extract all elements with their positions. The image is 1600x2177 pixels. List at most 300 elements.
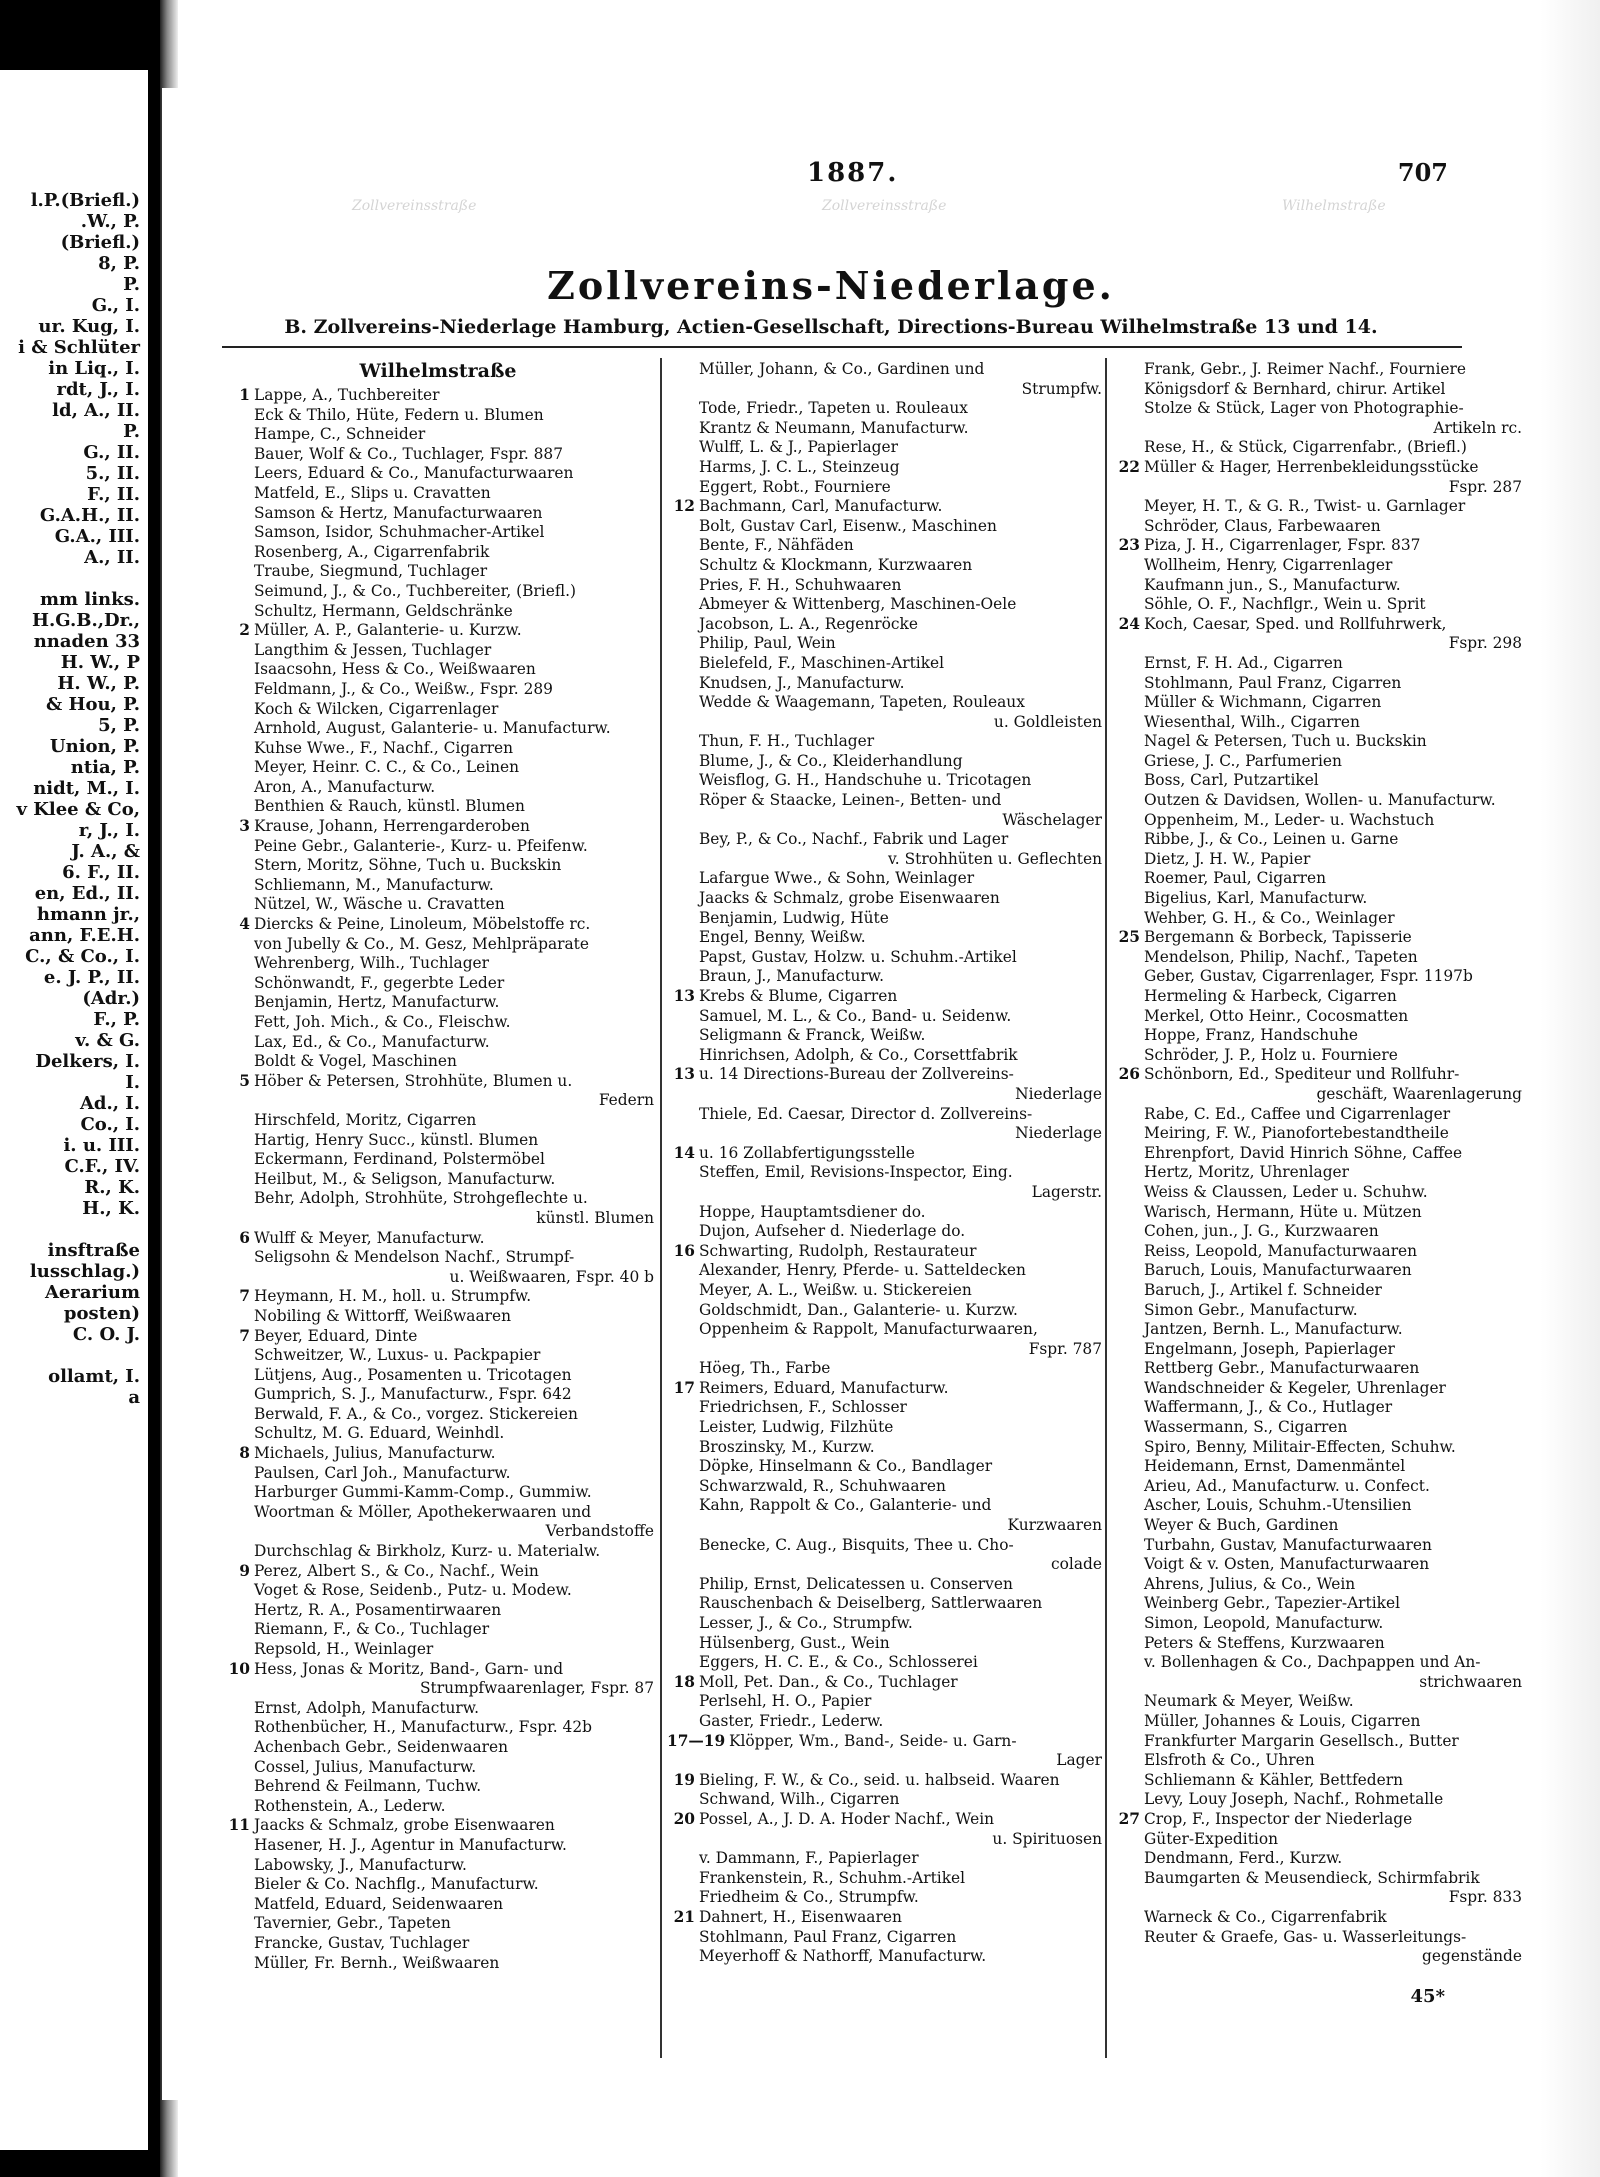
directory-entry [667, 1007, 1102, 1027]
directory-entry [667, 1908, 1102, 1928]
fragment-line: F., P. [93, 1009, 140, 1030]
directory-entry [667, 1536, 1102, 1556]
directory-entry [222, 641, 654, 661]
entry-text: v. Strohhüten u. Geflechten [887, 849, 1102, 868]
entry-text: Bachmann, Carl, Manufacturw. [699, 497, 943, 516]
directory-entry [667, 850, 1102, 870]
directory-entry [1112, 1614, 1522, 1634]
entry-text: Müller & Wichmann, Cigarren [1144, 693, 1382, 712]
entry-text: Lappe, A., Tuchbereiter [254, 386, 440, 404]
directory-entry [667, 1163, 1102, 1183]
fragment-line: P. [123, 421, 140, 442]
fragment-line: 6. F., II. [62, 862, 140, 883]
entry-text: Traube, Siegmund, Tuchlager [254, 562, 488, 581]
directory-entry [1112, 1026, 1522, 1046]
fragment-line: Delkers, I. [35, 1051, 140, 1072]
entry-text: Frank, Gebr., J. Reimer Nachf., Fourniere [1144, 360, 1466, 378]
house-number: 17 [673, 1378, 695, 1397]
entry-text: Braun, J., Manufacturw. [699, 967, 885, 986]
directory-entry [1112, 1594, 1522, 1614]
entry-text: Jacobson, L. A., Regenröcke [699, 614, 918, 633]
directory-entry [1112, 1007, 1522, 1027]
fragment-line: C. O. J. [72, 1324, 140, 1345]
page-right-edge [1540, 0, 1600, 2177]
entry-text: Alexander, Henry, Pferde- u. Satteldecken [699, 1261, 1026, 1280]
fragment-line: A., II. [84, 547, 140, 568]
entry-text: Schultz & Klockmann, Kurzwaaren [699, 555, 973, 574]
entry-text: Seligmann & Franck, Weißw. [699, 1026, 926, 1045]
entry-text: Nobiling & Wittorff, Weißwaaren [254, 1306, 512, 1325]
fragment-line: rdt, J., I. [56, 379, 140, 400]
directory-entry [222, 1601, 654, 1621]
directory-entry [1112, 987, 1522, 1007]
directory-entry [667, 869, 1102, 889]
fragment-line: G.A., III. [54, 526, 140, 547]
entry-text: Thiele, Ed. Caesar, Director d. Zollvereins- [699, 1104, 1033, 1123]
directory-entry [222, 1483, 654, 1503]
directory-entry [222, 1052, 654, 1072]
directory-entry [1112, 674, 1522, 694]
directory-entry [1112, 948, 1522, 968]
entry-text: Klöpper, Wm., Band-, Seide- u. Garn- [729, 1731, 1017, 1750]
fragment-line: 5, P. [98, 715, 140, 736]
entry-text: Niederlage [1015, 1124, 1102, 1143]
directory-entry [222, 1405, 654, 1425]
entry-text: Perlsehl, H. O., Papier [699, 1692, 872, 1711]
entry-text: Ernst, F. H. Ad., Cigarren [1144, 653, 1343, 672]
directory-entry [1112, 1947, 1522, 1967]
entry-text: Oppenheim, M., Leder- u. Wachstuch [1144, 810, 1435, 829]
fragment-line: J. A., & [71, 841, 140, 862]
directory-entry [1112, 1183, 1522, 1203]
directory-entry [222, 876, 654, 896]
directory-entry [667, 1046, 1102, 1066]
entry-text: Wollheim, Henry, Cigarrenlager [1144, 555, 1393, 574]
directory-entry [1112, 419, 1522, 439]
directory-entry [1112, 928, 1522, 948]
directory-entry [222, 915, 654, 935]
directory-entry [1112, 360, 1522, 380]
entry-text: Gaster, Friedr., Lederw. [699, 1711, 884, 1730]
entry-text: Pries, F. H., Schuhwaaren [699, 575, 902, 594]
fragment-line: ann, F.E.H. [29, 925, 140, 946]
entry-text: Hertz, R. A., Posamentirwaaren [254, 1600, 502, 1619]
entry-text: Eckermann, Ferdinand, Polstermöbel [254, 1150, 545, 1169]
directory-entry [1112, 1418, 1522, 1438]
entry-text: Philip, Ernst, Delicatessen u. Conserven [699, 1574, 1013, 1593]
directory-entry [667, 713, 1102, 733]
directory-entry [667, 1653, 1102, 1673]
fragment-line: P. [123, 274, 140, 295]
directory-entry [222, 1542, 654, 1562]
entry-text: Benjamin, Hertz, Manufacturw. [254, 993, 500, 1012]
directory-entry [667, 1928, 1102, 1948]
directory-entry [667, 1888, 1102, 1908]
directory-entry [222, 1875, 654, 1895]
entry-text: Oppenheim & Rappolt, Manufacturwaaren, [699, 1320, 1038, 1339]
entry-text: Hampe, C., Schneider [254, 425, 426, 444]
fragment-line: H., K. [82, 1198, 140, 1219]
directory-entry [222, 523, 654, 543]
directory-page [162, 88, 1522, 2100]
entry-text: Reimers, Eduard, Manufacturw. [699, 1378, 949, 1397]
entry-text: Samson & Hertz, Manufacturwaaren [254, 503, 543, 522]
directory-entry [222, 1131, 654, 1151]
directory-entry [222, 1307, 654, 1327]
entry-text: Levy, Louy Joseph, Nachf., Rohmetalle [1144, 1790, 1444, 1809]
fragment-line: hmann jr., [36, 904, 140, 925]
directory-entry [1112, 713, 1522, 733]
house-number: 13 [673, 987, 695, 1005]
entry-text: Benjamin, Ludwig, Hüte [699, 908, 889, 927]
directory-entry [667, 791, 1102, 811]
directory-entry [222, 1522, 654, 1542]
entry-text: Papst, Gustav, Holzw. u. Schuhm.-Artikel [699, 947, 1017, 966]
year-heading: 1887. [807, 158, 899, 188]
directory-entry [667, 948, 1102, 968]
entry-text: Eggert, Robt., Fourniere [699, 477, 891, 496]
fragment-line: R., K. [84, 1177, 140, 1198]
entry-text: v. Dammann, F., Papierlager [699, 1849, 919, 1868]
directory-entry [222, 1738, 654, 1758]
fragment-line: en, Ed., II. [34, 883, 140, 904]
entry-text: Stohlmann, Paul Franz, Cigarren [1144, 673, 1402, 692]
entry-text: Schönborn, Ed., Spediteur und Rollfuhr- [1144, 1065, 1460, 1084]
directory-entry [667, 1594, 1102, 1614]
entry-text: Dendmann, Ferd., Kurzw. [1144, 1849, 1343, 1868]
entry-text: Heymann, H. M., holl. u. Strumpfw. [254, 1287, 532, 1306]
directory-entry [667, 1105, 1102, 1125]
directory-entry [1112, 1438, 1522, 1458]
directory-entry [222, 660, 654, 680]
directory-entry [222, 1346, 654, 1366]
column-1 [222, 360, 654, 2060]
directory-entry [667, 674, 1102, 694]
directory-entry [222, 1464, 654, 1484]
entry-text: Meyer, H. T., & G. R., Twist- u. Garnlager [1144, 497, 1466, 516]
fragment-line: (Adr.) [82, 988, 140, 1009]
house-number: 8 [239, 1444, 250, 1463]
entry-text: Lagerstr. [1031, 1182, 1102, 1201]
entry-text: Jaacks & Schmalz, grobe Eisenwaaren [699, 889, 1000, 908]
directory-entry [222, 1620, 654, 1640]
entry-text: Blume, J., & Co., Kleiderhandlung [699, 751, 963, 770]
directory-entry [222, 1562, 654, 1582]
fragment-line: Co., I. [80, 1114, 140, 1135]
directory-entry [1112, 1359, 1522, 1379]
directory-entry [1112, 1810, 1522, 1830]
directory-entry [1112, 1379, 1522, 1399]
entry-text: Meyer, A. L., Weißw. u. Stickereien [699, 1280, 972, 1299]
directory-entry [222, 935, 654, 955]
entry-text: Rosenberg, A., Cigarrenfabrik [254, 542, 490, 561]
fragment-line: H. W., P [60, 652, 140, 673]
entry-text: u. Goldleisten [993, 712, 1102, 731]
directory-entry [1112, 576, 1522, 596]
directory-entry [667, 1496, 1102, 1516]
directory-entry [667, 1340, 1102, 1360]
entry-text: Hartig, Henry Succ., künstl. Blumen [254, 1130, 539, 1149]
directory-entry [667, 830, 1102, 850]
entry-text: Lesser, J., & Co., Strumpfw. [699, 1614, 913, 1632]
directory-entry [1112, 1065, 1522, 1085]
directory-entry [667, 1634, 1102, 1654]
directory-entry [1112, 556, 1522, 576]
entry-text: Kuhse Wwe., F., Nachf., Cigarren [254, 738, 514, 757]
entry-text: Bolt, Gustav Carl, Eisenw., Maschinen [699, 516, 997, 535]
directory-entry [1112, 771, 1522, 791]
entry-text: Verbandstoffe [545, 1522, 654, 1541]
directory-entry [222, 1758, 654, 1778]
directory-entry [1112, 478, 1522, 498]
entry-text: Kahn, Rappolt & Co., Galanterie- und [699, 1496, 992, 1515]
page-number: 707 [1397, 158, 1448, 187]
entry-text: Benthien & Rauch, künstl. Blumen [254, 797, 525, 816]
entry-text: Goldschmidt, Dan., Galanterie- u. Kurzw. [699, 1300, 1018, 1319]
directory-entry [222, 895, 654, 915]
fragment-line: v. & G. [75, 1030, 140, 1051]
directory-entry [222, 1836, 654, 1856]
directory-entry [667, 419, 1102, 439]
directory-entry [222, 464, 654, 484]
entry-text: Turbahn, Gustav, Manufacturwaaren [1144, 1535, 1432, 1554]
directory-entry [1112, 517, 1522, 537]
directory-entry [222, 1268, 654, 1288]
entry-text: u. Weißwaaren, Fspr. 40 b [449, 1267, 654, 1286]
entry-text: Outzen & Davidsen, Wollen- u. Manufacturw. [1144, 791, 1496, 810]
directory-entry [667, 1418, 1102, 1438]
printer-signature: 45* [1410, 1986, 1445, 2007]
directory-entry [222, 582, 654, 602]
entry-text: strichwaaren [1419, 1672, 1522, 1691]
fragment-line: 5., II. [85, 463, 140, 484]
entry-text: Cohen, jun., J. G., Kurzwaaren [1144, 1222, 1379, 1241]
directory-entry [667, 1732, 1102, 1752]
entry-text: Schwarting, Rudolph, Restaurateur [699, 1241, 977, 1260]
directory-entry [222, 797, 654, 817]
directory-entry [667, 1222, 1102, 1242]
directory-entry [667, 1555, 1102, 1575]
entry-text: Warisch, Hermann, Hüte u. Mützen [1144, 1202, 1422, 1221]
entry-text: Hess, Jonas & Moritz, Band-, Garn- und [254, 1659, 564, 1678]
entry-text: u. 14 Directions-Bureau der Zollvereins- [699, 1065, 1014, 1084]
directory-entry [1112, 1673, 1522, 1693]
fragment-line: ur. Kug, I. [38, 316, 140, 337]
directory-entry [1112, 1301, 1522, 1321]
house-number: 16 [673, 1241, 695, 1260]
entry-text: Müller, Johann, & Co., Gardinen und [699, 360, 985, 378]
directory-entry [222, 1424, 654, 1444]
entry-text: Hülsenberg, Gust., Wein [699, 1633, 890, 1652]
entry-text: Langthim & Jessen, Tuchlager [254, 640, 492, 659]
fragment-line: ollamt, I. [48, 1366, 140, 1387]
house-number: 18 [673, 1672, 695, 1691]
directory-entry [667, 517, 1102, 537]
entry-text: Frankenstein, R., Schuhm.-Artikel [699, 1868, 966, 1887]
directory-entry [667, 1242, 1102, 1262]
entry-text: Benecke, C. Aug., Bisquits, Thee u. Cho- [699, 1535, 1014, 1554]
directory-entry [667, 928, 1102, 948]
house-number: 2 [239, 621, 250, 640]
directory-entry [222, 700, 654, 720]
directory-entry [667, 1183, 1102, 1203]
house-number: 23 [1118, 536, 1140, 555]
column-2-entries [667, 360, 1102, 1967]
house-number: 24 [1118, 614, 1140, 633]
directory-entry [1112, 634, 1522, 654]
entry-text: Bente, F., Nähfäden [699, 536, 854, 555]
entry-text: Peine Gebr., Galanterie-, Kurz- u. Pfeifenw. [254, 836, 588, 855]
entry-text: Eggers, H. C. E., & Co., Schlosserei [699, 1653, 978, 1672]
entry-text: Friedrichsen, F., Schlosser [699, 1398, 907, 1417]
directory-entry [222, 1287, 654, 1307]
entry-text: Piza, J. H., Cigarrenlager, Fspr. 837 [1144, 536, 1421, 555]
entry-text: Rettberg Gebr., Manufacturwaaren [1144, 1359, 1420, 1378]
entry-text: Hirschfeld, Moritz, Cigarren [254, 1110, 477, 1129]
house-number: 27 [1118, 1809, 1140, 1828]
entry-text: Höeg, Th., Farbe [699, 1359, 831, 1378]
directory-entry [1112, 1144, 1522, 1164]
fragment-line: lusschlag.) [29, 1261, 140, 1282]
directory-entry [1112, 1536, 1522, 1556]
house-number: 14 [673, 1143, 695, 1162]
directory-entry [222, 543, 654, 563]
entry-text: Peters & Steffens, Kurzwaaren [1144, 1633, 1385, 1652]
directory-entry [1112, 1046, 1522, 1066]
directory-entry [222, 1503, 654, 1523]
fragment-line: (Briefl.) [60, 232, 140, 253]
fragment-line: r, J., I. [78, 820, 140, 841]
entry-text: Röper & Staacke, Leinen-, Betten- und [699, 791, 1002, 810]
directory-entry [222, 1209, 654, 1229]
directory-entry [667, 1124, 1102, 1144]
directory-entry [222, 1033, 654, 1053]
fragment-line: e. J. P., II. [43, 967, 140, 988]
directory-entry [1112, 1732, 1522, 1752]
entry-text: Bergemann & Borbeck, Tapisserie [1144, 928, 1412, 947]
entry-text: Samson, Isidor, Schuhmacher-Artikel [254, 523, 545, 542]
column-1-entries [222, 386, 654, 1973]
directory-entry [667, 732, 1102, 752]
fragment-line: G.A.H., II. [39, 505, 140, 526]
directory-entry [222, 1856, 654, 1876]
entry-text: Wehber, G. H., & Co., Weinlager [1144, 908, 1395, 927]
fragment-line: i & Schlüter [18, 337, 140, 358]
entry-text: Wehrenberg, Wilh., Tuchlager [254, 954, 490, 973]
directory-entry [222, 739, 654, 759]
directory-entry [667, 1301, 1102, 1321]
directory-entry [222, 1934, 654, 1954]
directory-entry [1112, 1320, 1522, 1340]
directory-entry [1112, 1771, 1522, 1791]
entry-text: Schultz, Hermann, Geldschränke [254, 601, 513, 620]
directory-entry [222, 1699, 654, 1719]
entry-text: Eck & Thilo, Hüte, Federn u. Blumen [254, 405, 544, 424]
entry-text: Schröder, J. P., Holz u. Fourniere [1144, 1045, 1398, 1064]
directory-entry [1112, 380, 1522, 400]
directory-entry [222, 1640, 654, 1660]
entry-text: Warneck & Co., Cigarrenfabrik [1144, 1907, 1387, 1926]
entry-text: Schultz, M. G. Eduard, Weinhdl. [254, 1424, 505, 1443]
entry-text: Elsfroth & Co., Uhren [1144, 1751, 1315, 1770]
directory-entry [222, 1327, 654, 1347]
entry-text: Meyer, Heinr. C. C., & Co., Leinen [254, 758, 520, 777]
directory-entry [222, 954, 654, 974]
house-number: 6 [239, 1228, 250, 1247]
entry-text: Arnhold, August, Galanterie- u. Manufacturw. [254, 719, 611, 738]
house-number: 7 [239, 1326, 250, 1345]
entry-text: Koch, Caesar, Sped. und Rollfuhrwerk, [1144, 614, 1447, 633]
directory-entry [667, 1438, 1102, 1458]
page-title: Zollvereins-Niederlage. [547, 263, 1115, 308]
entry-text: Strumpfw. [1021, 379, 1102, 398]
directory-entry [667, 399, 1102, 419]
directory-entry [222, 1914, 654, 1934]
entry-text: Merkel, Otto Heinr., Cocosmatten [1144, 1006, 1409, 1025]
entry-text: geschäft, Waarenlagerung [1316, 1084, 1522, 1103]
entry-text: Abmeyer & Wittenberg, Maschinen-Oele [699, 595, 1017, 614]
entry-text: Behrend & Feilmann, Tuchw. [254, 1777, 482, 1796]
entry-text: Durchschlag & Birkholz, Kurz- u. Materialw. [254, 1542, 601, 1561]
entry-text: Döpke, Hinselmann & Co., Bandlager [699, 1457, 993, 1476]
fragment-line: 8, P. [98, 253, 140, 274]
directory-entry [222, 1895, 654, 1915]
entry-text: Berwald, F. A., & Co., vorgez. Stickereien [254, 1404, 578, 1423]
directory-entry [667, 1398, 1102, 1418]
fragment-line: .W., P. [80, 211, 140, 232]
directory-entry [222, 778, 654, 798]
entry-text: Geber, Gustav, Cigarrenlager, Fspr. 1197b [1144, 967, 1473, 986]
entry-text: Königsdorf & Bernhard, chirur. Artikel [1144, 379, 1446, 398]
house-number: 5 [239, 1071, 250, 1090]
column-3 [1112, 360, 1522, 2060]
house-number: 11 [228, 1816, 250, 1835]
directory-entry [667, 987, 1102, 1007]
fragment-line: in Liq., I. [48, 358, 140, 379]
entry-text: Krebs & Blume, Cigarren [699, 987, 898, 1005]
directory-entry [222, 1444, 654, 1464]
entry-text: Reuter & Graefe, Gas- u. Wasserleitungs- [1144, 1927, 1467, 1946]
entry-text: Boldt & Vogel, Maschinen [254, 1052, 457, 1071]
directory-entry [667, 811, 1102, 831]
directory-entry [667, 1869, 1102, 1889]
house-number: 1 [239, 386, 250, 404]
fragment-line: nnaden 33 [33, 631, 140, 652]
entry-text: Weinberg Gebr., Tapezier-Artikel [1144, 1594, 1401, 1613]
entry-text: Knudsen, J., Manufacturw. [699, 673, 905, 692]
fragment-line: I. [125, 1072, 140, 1093]
entry-text: Müller & Hager, Herrenbekleidungsstücke [1144, 457, 1479, 476]
directory-entry [222, 1777, 654, 1797]
fragment-line: ntia, P. [70, 757, 140, 778]
directory-entry [222, 837, 654, 857]
directory-entry [1112, 1849, 1522, 1869]
directory-entry [667, 1712, 1102, 1732]
directory-entry [1112, 869, 1522, 889]
directory-entry [1112, 693, 1522, 713]
directory-entry [222, 1385, 654, 1405]
entry-text: Lager [1056, 1751, 1102, 1770]
entry-text: Feldmann, J., & Co., Weißw., Fspr. 289 [254, 679, 553, 698]
directory-entry [667, 1849, 1102, 1869]
house-number: 19 [673, 1770, 695, 1789]
entry-text: Ribbe, J., & Co., Leinen u. Garne [1144, 830, 1399, 849]
directory-entry [667, 1790, 1102, 1810]
directory-entry [667, 458, 1102, 478]
entry-text: Voigt & v. Osten, Manufacturwaaren [1144, 1555, 1430, 1574]
entry-text: Broszinsky, M., Kurzw. [699, 1437, 875, 1456]
house-number: 13 [673, 1065, 695, 1084]
